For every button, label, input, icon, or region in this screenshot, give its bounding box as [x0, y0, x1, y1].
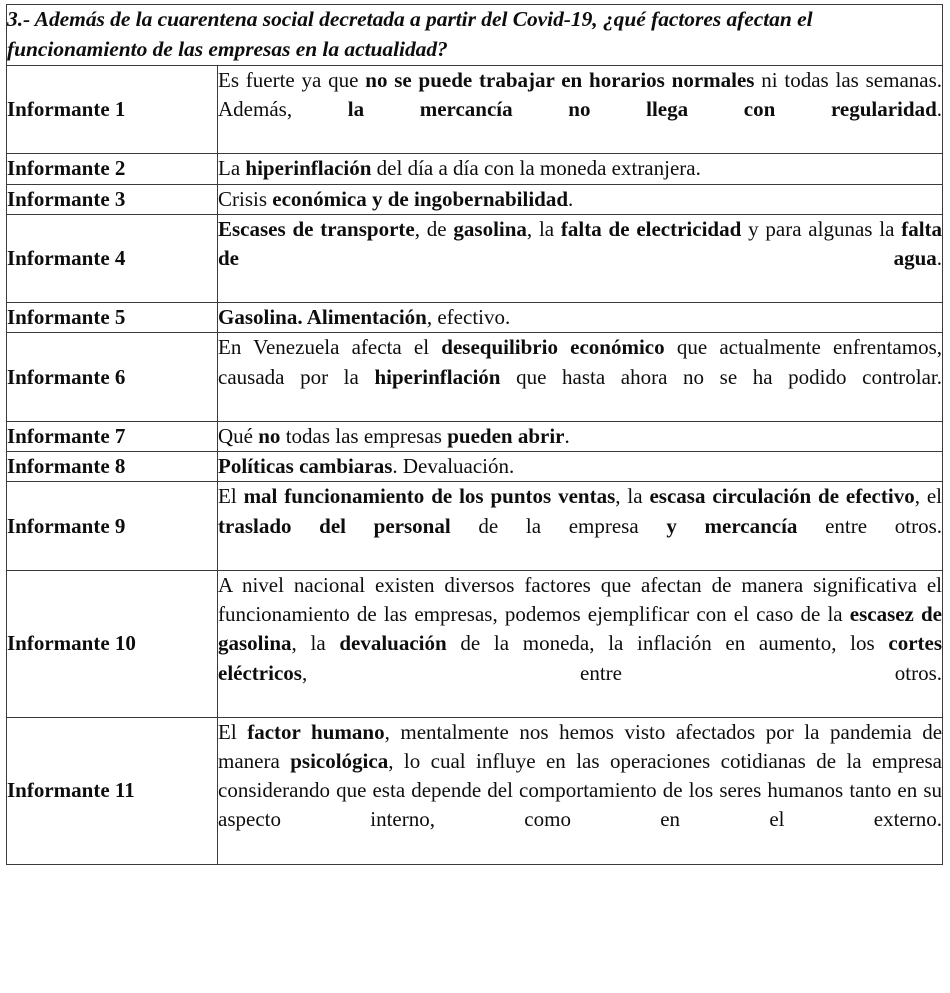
answer-emphasis: falta de agua [218, 216, 943, 270]
table-row [7, 214, 943, 303]
answer-text-run: Crisis [218, 186, 273, 211]
answer-text-run: , la [526, 216, 561, 241]
informant-answer [218, 718, 942, 864]
informant-answer-cell [218, 452, 943, 482]
answer-emphasis: pueden abrir [447, 424, 565, 448]
answer-emphasis: la mercancía no llega con regularidad [347, 96, 937, 121]
informant-answer-cell [218, 184, 943, 214]
answer-text-run: de la empresa [450, 513, 667, 538]
table-row [7, 717, 943, 864]
informant-label: Informante 2 [7, 156, 126, 181]
table-body [7, 5, 943, 865]
informant-answer [218, 66, 942, 154]
answer-text-run: y para algunas la [741, 216, 902, 241]
answer-text-run: ni todas las semanas. Además, [218, 67, 943, 121]
answer-text-run: todas las empresas [280, 424, 448, 448]
informant-answer [218, 215, 942, 303]
answer-text-run: . [936, 96, 942, 121]
table-row [7, 154, 943, 184]
answer-emphasis: Políticas cambiaras [218, 454, 393, 479]
question-header-row [7, 5, 943, 66]
informant-answer-cell [218, 303, 943, 333]
answer-emphasis: no se puede trabajar en horarios normales [365, 67, 755, 92]
informant-label-cell [7, 184, 218, 214]
informant-label-cell [7, 65, 218, 154]
answer-text-run: El [218, 719, 248, 744]
answer-text-run: , entre otros. [301, 660, 943, 685]
informant-label: Informante 10 [7, 631, 136, 656]
informant-answer-cell [218, 333, 943, 422]
informant-answer [218, 303, 942, 332]
answer-text-run: La [218, 156, 246, 181]
answer-emphasis: devaluación [339, 631, 447, 656]
informant-label-cell [7, 422, 218, 452]
answer-text-run: En Venezuela afecta el [218, 335, 442, 360]
answer-text-run: de la moneda, la inflación en aumento, los [446, 631, 889, 656]
informant-answer [218, 422, 942, 451]
answer-text-run: Qué [218, 424, 259, 448]
answer-emphasis: escasez de gasolina [218, 602, 943, 656]
answer-emphasis: Gasolina. Alimentación [218, 305, 427, 330]
informant-answer-cell [218, 214, 943, 303]
table-row [7, 333, 943, 422]
answer-text-run: El [218, 484, 244, 509]
informant-answer [218, 185, 942, 214]
answer-emphasis: cortes eléctricos [218, 631, 943, 685]
informant-label: Informante 5 [7, 305, 126, 330]
answer-emphasis: mal funcionamiento de los puntos ventas [243, 484, 616, 509]
answer-text-run: Es fuerte ya que [218, 67, 366, 92]
informant-answer [218, 482, 942, 570]
table-row [7, 482, 943, 571]
answer-emphasis: desequilibrio económico [441, 335, 665, 360]
answer-text-run: , lo cual influye en las operaciones cotidianas de la empresa considerando que esta depende del comportamiento de los seres humanos tanto en su aspecto interno, como en el externo. [218, 749, 943, 832]
informant-label-cell [7, 214, 218, 303]
answer-emphasis: traslado del personal [218, 513, 451, 538]
answer-emphasis: escasa circulación de efectivo [649, 484, 915, 509]
informant-label-cell [7, 452, 218, 482]
answer-text-run: , de [414, 216, 454, 241]
informant-answer [218, 571, 942, 717]
interview-responses-table [6, 4, 943, 865]
informant-label: Informante 9 [7, 513, 126, 538]
answer-text-run: del día a día con la moneda extranjera. [371, 156, 701, 181]
informant-label: Informante 6 [7, 364, 126, 389]
answer-text-run: , mentalmente nos hemos visto afectados por la pandemia de manera [218, 719, 943, 774]
informant-label: Informante 1 [7, 96, 126, 121]
informant-answer-cell [218, 482, 943, 571]
informant-answer-cell [218, 717, 943, 864]
answer-text-run: , la [291, 631, 340, 656]
answer-emphasis: psicológica [290, 749, 389, 774]
answer-text-run: , la [615, 484, 650, 509]
table-row [7, 452, 943, 482]
answer-text-run: entre otros. [797, 513, 943, 538]
informant-label: Informante 3 [7, 186, 126, 211]
answer-emphasis: no [258, 424, 281, 448]
informant-label-cell [7, 333, 218, 422]
table-row [7, 303, 943, 333]
informant-label: Informante 7 [7, 424, 126, 448]
answer-emphasis: gasolina [453, 216, 527, 241]
table-row [7, 422, 943, 452]
informant-answer-cell [218, 65, 943, 154]
answer-text-run: que hasta ahora no se ha podido controlar. [500, 364, 943, 389]
table-row [7, 65, 943, 154]
answer-emphasis: falta de electricidad [560, 216, 742, 241]
informant-label: Informante 11 [7, 778, 135, 803]
answer-text-run: . [564, 424, 570, 448]
answer-emphasis: Escases de transporte [218, 216, 415, 241]
answer-text-run: , el [914, 484, 943, 509]
answer-text-run: . [568, 186, 574, 211]
answer-emphasis: hiperinflación [374, 364, 501, 389]
informant-answer [218, 452, 942, 481]
answer-text-run: , efectivo. [426, 305, 511, 330]
answer-text-run: que actualmente enfrentamos, causada por la [218, 335, 943, 389]
answer-emphasis: económica y de ingobernabilidad [272, 186, 569, 211]
answer-emphasis: y mercancía [666, 513, 798, 538]
informant-label-cell [7, 717, 218, 864]
informant-answer-cell [218, 422, 943, 452]
informant-label-cell [7, 482, 218, 571]
answer-text-run: A nivel nacional existen diversos factores que afectan de manera significativa el funcionamiento de las empresas, podemos ejemplificar con el caso de la [218, 572, 943, 627]
question-text: 3.- Además de la cuarentena social decretada a partir del Covid-19, ¿qué factores afectan el funcionamiento de las empresas en la actualidad? [7, 7, 813, 61]
informant-answer-cell [218, 154, 943, 184]
table-row [7, 184, 943, 214]
informant-label-cell [7, 303, 218, 333]
informant-answer-cell [218, 570, 943, 717]
informant-label: Informante 4 [7, 245, 126, 270]
informant-label: Informante 8 [7, 454, 126, 479]
informant-label-cell [7, 154, 218, 184]
informant-answer [218, 333, 942, 421]
answer-emphasis: hiperinflación [245, 156, 372, 181]
answer-text-run: . [936, 245, 943, 270]
informant-label-cell [7, 570, 218, 717]
informant-answer [218, 154, 942, 183]
answer-emphasis: factor humano [247, 719, 385, 744]
table-row [7, 570, 943, 717]
question-cell [7, 5, 943, 66]
answer-text-run: . Devaluación. [392, 454, 515, 479]
